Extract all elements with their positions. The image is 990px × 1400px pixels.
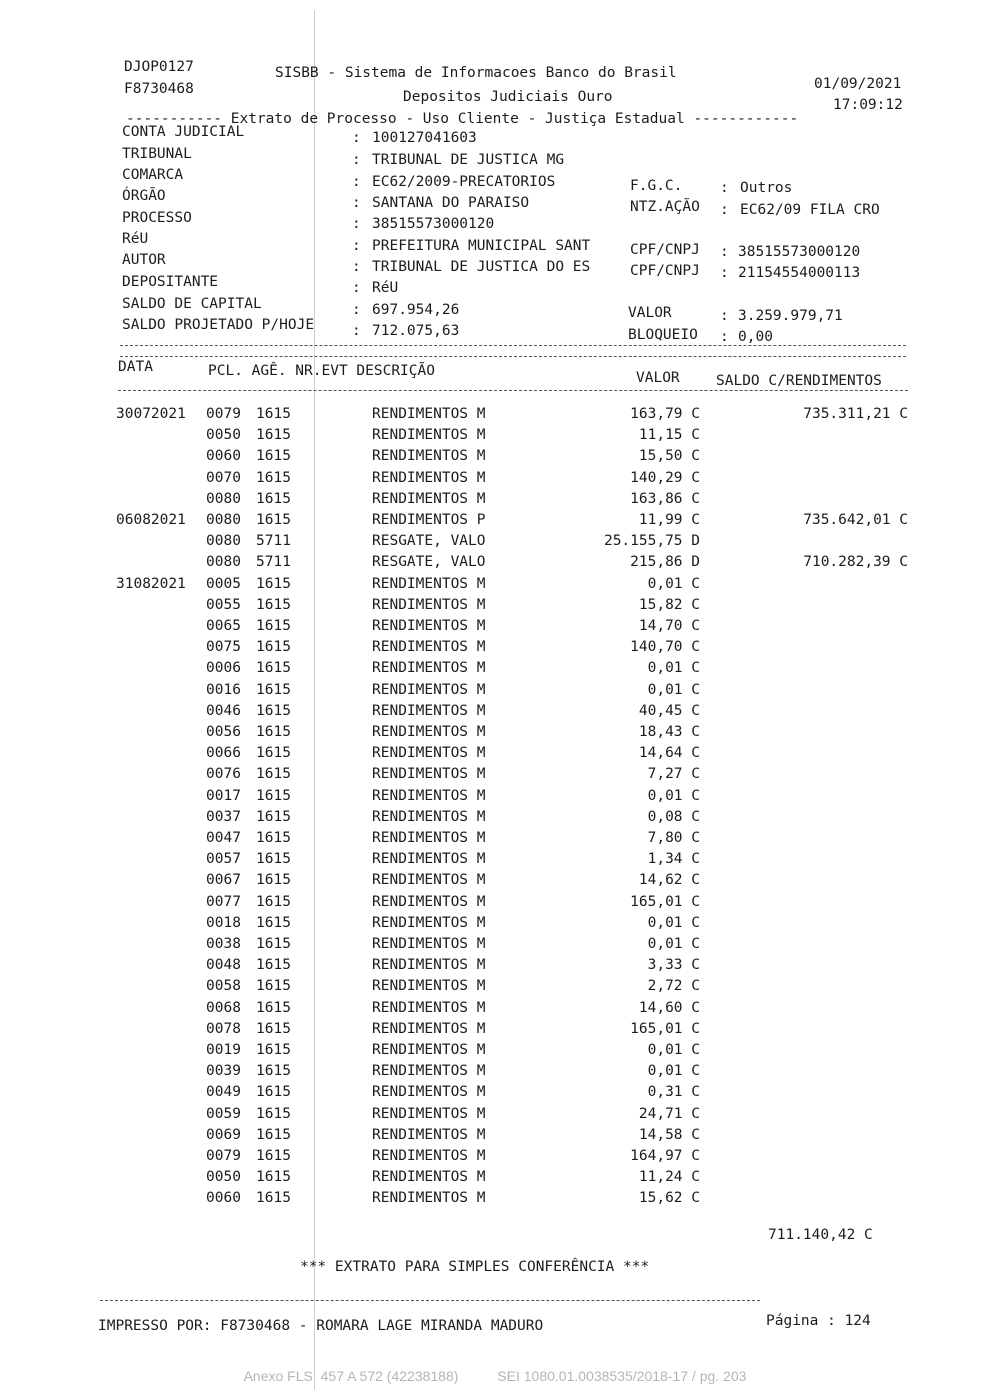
row-agency: 1615	[256, 660, 291, 676]
row-description: RENDIMENTOS M	[372, 724, 486, 740]
field-label: ÓRGÃO	[122, 188, 166, 204]
field-value: RéU	[372, 280, 399, 296]
row-value: 0,01 C	[647, 915, 700, 931]
row-agency: 1615	[256, 1084, 291, 1100]
page-number: Página : 124	[766, 1313, 871, 1329]
field-label: COMARCA	[122, 167, 184, 183]
row-description: RENDIMENTOS M	[372, 851, 486, 867]
row-agency: 1615	[256, 448, 291, 464]
side-field-label: CPF/CNPJ	[630, 242, 700, 258]
row-agency: 1615	[256, 1190, 291, 1206]
side-field-colon: :	[720, 329, 729, 345]
table-row	[0, 1019, 990, 1040]
row-balance: 735.311,21 C	[803, 406, 908, 422]
row-pcl: 0060	[206, 448, 241, 464]
row-value: 165,01 C	[630, 1021, 700, 1037]
row-description: RENDIMENTOS M	[372, 1084, 486, 1100]
row-value: 14,58 C	[638, 1127, 700, 1143]
table-row	[0, 531, 990, 552]
table-row	[0, 955, 990, 976]
field-colon: :	[352, 195, 361, 211]
row-description: RENDIMENTOS M	[372, 894, 486, 910]
row-agency: 1615	[256, 618, 291, 634]
side-field-label: NTZ.AÇÃO	[630, 199, 700, 215]
row-pcl: 0057	[206, 851, 241, 867]
row-description: RENDIMENTOS M	[372, 406, 486, 422]
row-value: 1,34 C	[647, 851, 700, 867]
row-description: RESGATE, VALO	[372, 554, 486, 570]
final-balance: 711.140,42 C	[768, 1227, 873, 1243]
table-row	[0, 913, 990, 934]
extract-title: ----------- Extrato de Processo - Uso Cliente - Justiça Estadual ------------	[126, 111, 799, 127]
row-value: 0,01 C	[647, 1063, 700, 1079]
row-agency: 1615	[256, 915, 291, 931]
field-value: EC62/2009-PRECATORIOS	[372, 174, 556, 190]
table-row	[0, 1167, 990, 1188]
row-description: RENDIMENTOS M	[372, 470, 486, 486]
row-agency: 5711	[256, 533, 291, 549]
row-balance: 710.282,39 C	[803, 554, 908, 570]
row-value: 11,24 C	[638, 1169, 700, 1185]
table-row	[0, 1040, 990, 1061]
table-row	[0, 425, 990, 446]
row-value: 0,01 C	[647, 660, 700, 676]
row-description: RENDIMENTOS M	[372, 618, 486, 634]
row-value: 11,99 C	[638, 512, 700, 528]
field-colon: :	[352, 216, 361, 232]
row-description: RENDIMENTOS M	[372, 957, 486, 973]
col-header-valor: VALOR	[636, 370, 680, 386]
row-value: 3,33 C	[647, 957, 700, 973]
table-row	[0, 680, 990, 701]
divider-header	[118, 390, 908, 391]
table-row	[0, 446, 990, 467]
table-row	[0, 722, 990, 743]
field-label: PROCESSO	[122, 210, 192, 226]
row-value: 14,64 C	[638, 745, 700, 761]
table-row	[0, 976, 990, 997]
row-agency: 1615	[256, 597, 291, 613]
row-pcl: 0050	[206, 427, 241, 443]
field-label: DEPOSITANTE	[122, 274, 219, 290]
row-agency: 1615	[256, 639, 291, 655]
row-description: RENDIMENTOS M	[372, 809, 486, 825]
row-description: RENDIMENTOS M	[372, 1000, 486, 1016]
side-field-label: F.G.C.	[630, 178, 683, 194]
row-agency: 1615	[256, 809, 291, 825]
row-agency: 1615	[256, 470, 291, 486]
row-date: 30072021	[116, 406, 186, 422]
row-pcl: 0055	[206, 597, 241, 613]
print-time: 17:09:12	[833, 97, 903, 113]
row-agency: 1615	[256, 1063, 291, 1079]
row-pcl: 0017	[206, 788, 241, 804]
row-pcl: 0046	[206, 703, 241, 719]
row-agency: 1615	[256, 576, 291, 592]
row-pcl: 0006	[206, 660, 241, 676]
row-description: RENDIMENTOS P	[372, 512, 486, 528]
row-value: 11,15 C	[638, 427, 700, 443]
divider-footer	[100, 1300, 760, 1301]
row-pcl: 0048	[206, 957, 241, 973]
row-agency: 1615	[256, 1021, 291, 1037]
row-pcl: 0039	[206, 1063, 241, 1079]
row-description: RENDIMENTOS M	[372, 766, 486, 782]
row-agency: 1615	[256, 978, 291, 994]
row-value: 0,01 C	[647, 936, 700, 952]
row-value: 140,29 C	[630, 470, 700, 486]
row-agency: 1615	[256, 1106, 291, 1122]
row-value: 0,01 C	[647, 682, 700, 698]
row-pcl: 0050	[206, 1169, 241, 1185]
row-pcl: 0080	[206, 512, 241, 528]
row-description: RENDIMENTOS M	[372, 1021, 486, 1037]
side-field-label: BLOQUEIO	[628, 327, 698, 343]
row-pcl: 0077	[206, 894, 241, 910]
row-description: RENDIMENTOS M	[372, 491, 486, 507]
row-value: 7,80 C	[647, 830, 700, 846]
table-row	[0, 701, 990, 722]
row-value: 15,62 C	[638, 1190, 700, 1206]
row-description: RENDIMENTOS M	[372, 1063, 486, 1079]
table-row	[0, 1104, 990, 1125]
row-description: RENDIMENTOS M	[372, 703, 486, 719]
side-field-value: 38515573000120	[738, 244, 861, 260]
row-pcl: 0037	[206, 809, 241, 825]
system-id: DJOP0127	[124, 59, 194, 75]
row-description: RENDIMENTOS M	[372, 427, 486, 443]
subtitle: Depositos Judiciais Ouro	[403, 89, 613, 105]
table-row	[0, 404, 990, 425]
row-agency: 1615	[256, 936, 291, 952]
row-pcl: 0075	[206, 639, 241, 655]
table-row	[0, 658, 990, 679]
printed-by: IMPRESSO POR: F8730468 - ROMARA LAGE MIRANDA MADURO	[98, 1318, 544, 1334]
row-agency: 1615	[256, 851, 291, 867]
row-pcl: 0065	[206, 618, 241, 634]
side-field-colon: :	[720, 265, 729, 281]
field-colon: :	[352, 152, 361, 168]
row-value: 25.155,75 D	[603, 533, 700, 549]
row-description: RENDIMENTOS M	[372, 576, 486, 592]
table-row	[0, 1082, 990, 1103]
row-agency: 1615	[256, 1148, 291, 1164]
table-row	[0, 595, 990, 616]
row-agency: 1615	[256, 491, 291, 507]
row-value: 165,01 C	[630, 894, 700, 910]
row-pcl: 0060	[206, 1190, 241, 1206]
table-row	[0, 849, 990, 870]
row-description: RENDIMENTOS M	[372, 936, 486, 952]
row-value: 24,71 C	[638, 1106, 700, 1122]
row-agency: 1615	[256, 830, 291, 846]
row-agency: 1615	[256, 512, 291, 528]
table-row	[0, 1146, 990, 1167]
row-pcl: 0059	[206, 1106, 241, 1122]
row-value: 164,97 C	[630, 1148, 700, 1164]
row-pcl: 0058	[206, 978, 241, 994]
row-value: 0,08 C	[647, 809, 700, 825]
table-row	[0, 552, 990, 573]
row-description: RENDIMENTOS M	[372, 448, 486, 464]
row-pcl: 0068	[206, 1000, 241, 1016]
row-date: 06082021	[116, 512, 186, 528]
row-description: RENDIMENTOS M	[372, 872, 486, 888]
side-field-value: 21154554000113	[738, 265, 861, 281]
side-field-value: EC62/09 FILA CRO	[740, 202, 880, 218]
row-description: RENDIMENTOS M	[372, 830, 486, 846]
row-pcl: 0056	[206, 724, 241, 740]
side-field-value: Outros	[740, 180, 793, 196]
row-pcl: 0067	[206, 872, 241, 888]
field-value: 38515573000120	[372, 216, 495, 232]
field-colon: :	[352, 174, 361, 190]
row-agency: 1615	[256, 427, 291, 443]
row-agency: 1615	[256, 957, 291, 973]
table-row	[0, 828, 990, 849]
col-header-pcl-desc: PCL. AGÊ. NR.EVT DESCRIÇÃO	[208, 363, 435, 379]
field-colon: :	[352, 323, 361, 339]
table-row	[0, 1188, 990, 1209]
row-value: 163,86 C	[630, 491, 700, 507]
field-colon: :	[352, 280, 361, 296]
row-pcl: 0066	[206, 745, 241, 761]
row-date: 31082021	[116, 576, 186, 592]
field-value: 100127041603	[372, 130, 477, 146]
row-value: 7,27 C	[647, 766, 700, 782]
row-value: 15,50 C	[638, 448, 700, 464]
row-agency: 1615	[256, 406, 291, 422]
side-field-colon: :	[720, 202, 729, 218]
notice-simple-conference: *** EXTRATO PARA SIMPLES CONFERÊNCIA ***	[300, 1259, 650, 1275]
row-pcl: 0076	[206, 766, 241, 782]
row-pcl: 0079	[206, 406, 241, 422]
table-row	[0, 510, 990, 531]
row-agency: 1615	[256, 894, 291, 910]
field-value: 712.075,63	[372, 323, 460, 339]
row-pcl: 0080	[206, 554, 241, 570]
row-pcl: 0079	[206, 1148, 241, 1164]
field-colon: :	[352, 238, 361, 254]
side-field-colon: :	[720, 308, 729, 324]
row-description: RESGATE, VALO	[372, 533, 486, 549]
system-title: SISBB - Sistema de Informacoes Banco do Brasil	[275, 65, 677, 81]
row-value: 163,79 C	[630, 406, 700, 422]
row-agency: 1615	[256, 1000, 291, 1016]
field-label: AUTOR	[122, 252, 166, 268]
field-value: SANTANA DO PARAISO	[372, 195, 530, 211]
field-label: TRIBUNAL	[122, 146, 192, 162]
registry-stamp: Anexo FLS 457 A 572 (42238188) SEI 1080.01.0038535/2018-17 / pg. 203	[243, 1368, 747, 1384]
table-row	[0, 998, 990, 1019]
side-field-label: VALOR	[628, 305, 672, 321]
divider-top-2	[120, 356, 906, 357]
row-description: RENDIMENTOS M	[372, 1127, 486, 1143]
row-value: 2,72 C	[647, 978, 700, 994]
row-description: RENDIMENTOS M	[372, 978, 486, 994]
table-row	[0, 807, 990, 828]
row-description: RENDIMENTOS M	[372, 1106, 486, 1122]
field-label: SALDO PROJETADO P/HOJE	[122, 317, 315, 333]
row-value: 14,60 C	[638, 1000, 700, 1016]
col-header-data: DATA	[118, 359, 153, 375]
row-pcl: 0070	[206, 470, 241, 486]
row-value: 14,62 C	[638, 872, 700, 888]
row-value: 215,86 D	[630, 554, 700, 570]
table-row	[0, 743, 990, 764]
row-agency: 1615	[256, 1042, 291, 1058]
field-label: SALDO DE CAPITAL	[122, 296, 262, 312]
row-description: RENDIMENTOS M	[372, 1148, 486, 1164]
row-description: RENDIMENTOS M	[372, 639, 486, 655]
table-row	[0, 892, 990, 913]
row-pcl: 0016	[206, 682, 241, 698]
field-label: CONTA JUDICIAL	[122, 124, 245, 140]
row-description: RENDIMENTOS M	[372, 682, 486, 698]
divider-top	[120, 345, 906, 346]
row-description: RENDIMENTOS M	[372, 597, 486, 613]
table-row	[0, 764, 990, 785]
row-pcl: 0047	[206, 830, 241, 846]
row-agency: 1615	[256, 1169, 291, 1185]
row-description: RENDIMENTOS M	[372, 745, 486, 761]
row-agency: 1615	[256, 682, 291, 698]
table-row	[0, 489, 990, 510]
row-value: 0,01 C	[647, 1042, 700, 1058]
side-field-colon: :	[720, 180, 729, 196]
field-value: PREFEITURA MUNICIPAL SANT	[372, 238, 591, 254]
side-field-label: CPF/CNPJ	[630, 263, 700, 279]
field-colon: :	[352, 130, 361, 146]
row-pcl: 0005	[206, 576, 241, 592]
row-agency: 1615	[256, 766, 291, 782]
field-label: RéU	[122, 231, 149, 247]
row-value: 0,31 C	[647, 1084, 700, 1100]
row-description: RENDIMENTOS M	[372, 1190, 486, 1206]
print-date: 01/09/2021	[814, 76, 902, 92]
field-value: 697.954,26	[372, 302, 460, 318]
table-row	[0, 637, 990, 658]
row-pcl: 0078	[206, 1021, 241, 1037]
field-colon: :	[352, 302, 361, 318]
table-row	[0, 468, 990, 489]
row-pcl: 0069	[206, 1127, 241, 1143]
row-agency: 1615	[256, 1127, 291, 1143]
table-row	[0, 870, 990, 891]
row-description: RENDIMENTOS M	[372, 1042, 486, 1058]
col-header-saldo: SALDO C/RENDIMENTOS	[716, 373, 882, 389]
row-value: 14,70 C	[638, 618, 700, 634]
row-description: RENDIMENTOS M	[372, 915, 486, 931]
row-agency: 1615	[256, 788, 291, 804]
table-row	[0, 574, 990, 595]
field-colon: :	[352, 259, 361, 275]
row-agency: 1615	[256, 724, 291, 740]
table-row	[0, 1061, 990, 1082]
side-field-value: 0,00	[738, 329, 773, 345]
row-description: RENDIMENTOS M	[372, 1169, 486, 1185]
row-balance: 735.642,01 C	[803, 512, 908, 528]
table-row	[0, 934, 990, 955]
row-description: RENDIMENTOS M	[372, 660, 486, 676]
row-value: 140,70 C	[630, 639, 700, 655]
row-value: 40,45 C	[638, 703, 700, 719]
row-pcl: 0038	[206, 936, 241, 952]
row-pcl: 0019	[206, 1042, 241, 1058]
row-pcl: 0049	[206, 1084, 241, 1100]
row-pcl: 0018	[206, 915, 241, 931]
row-pcl: 0080	[206, 491, 241, 507]
row-value: 18,43 C	[638, 724, 700, 740]
table-row	[0, 786, 990, 807]
table-row	[0, 1125, 990, 1146]
row-agency: 1615	[256, 703, 291, 719]
row-description: RENDIMENTOS M	[372, 788, 486, 804]
row-agency: 1615	[256, 872, 291, 888]
row-agency: 1615	[256, 745, 291, 761]
row-value: 0,01 C	[647, 788, 700, 804]
table-row	[0, 616, 990, 637]
side-field-value: 3.259.979,71	[738, 308, 843, 324]
row-pcl: 0080	[206, 533, 241, 549]
side-field-colon: :	[720, 244, 729, 260]
field-value: TRIBUNAL DE JUSTICA DO ES	[372, 259, 591, 275]
user-code: F8730468	[124, 81, 194, 97]
row-agency: 5711	[256, 554, 291, 570]
field-value: TRIBUNAL DE JUSTICA MG	[372, 152, 565, 168]
row-value: 15,82 C	[638, 597, 700, 613]
row-value: 0,01 C	[647, 576, 700, 592]
